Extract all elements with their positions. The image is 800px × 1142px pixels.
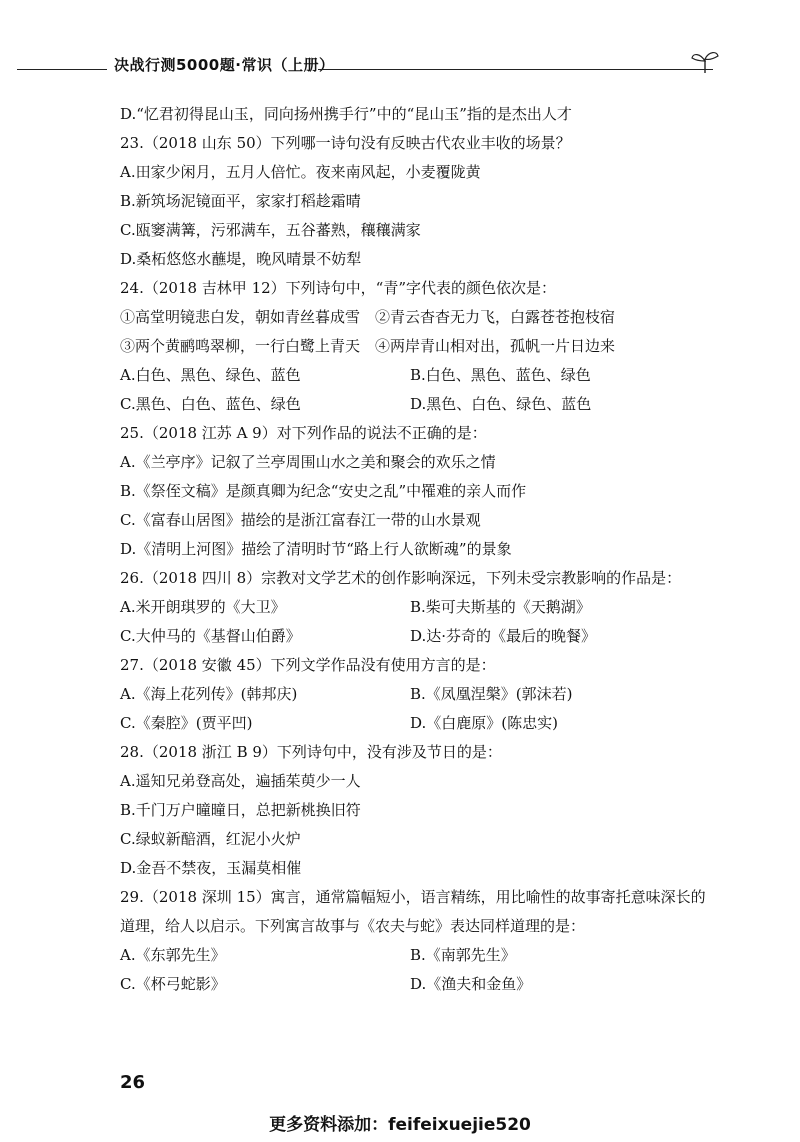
header-rule-left	[17, 69, 107, 70]
text-line: 24.（2018 吉林甲 12）下列诗句中，“青”字代表的颜色依次是：	[120, 279, 556, 297]
option-text: A.《东郭先生》	[120, 946, 226, 964]
text-line: 23.（2018 山东 50）下列哪一诗句没有反映古代农业丰收的场景？	[120, 134, 571, 152]
option-pair-row	[120, 680, 720, 709]
running-header	[0, 49, 800, 79]
option-pair-row	[120, 970, 720, 999]
text-line: D.桑柘悠悠水蘸堤，晚风晴景不妨犁	[120, 250, 362, 268]
option-pair-row	[120, 709, 720, 738]
option-text: B.《凤凰涅槃》(郭沫若)	[410, 685, 573, 703]
option-text: D.《渔夫和金鱼》	[410, 975, 532, 993]
text-line: 27.（2018 安徽 45）下列文学作品没有使用方言的是：	[120, 656, 496, 674]
option-text: B.柴可夫斯基的《天鹅湖》	[410, 598, 591, 616]
option-pair-row	[120, 593, 720, 622]
option-text: A.米开朗琪罗的《大卫》	[120, 598, 286, 616]
text-line: D.金吾不禁夜，玉漏莫相催	[120, 859, 302, 877]
option-text: D.黑色、白色、绿色、蓝色	[410, 395, 592, 413]
text-line: 26.（2018 四川 8）宗教对文学艺术的创作影响深远，下列未受宗教影响的作品是：	[120, 569, 682, 587]
header-title: 决战行测5000题·常识（上册）	[114, 56, 335, 74]
option-text: A.《海上花列传》(韩邦庆)	[120, 685, 298, 703]
option-pair-row	[120, 941, 720, 970]
footer-note: 更多资料添加：feifeixuejie520	[269, 1115, 531, 1135]
text-line: 28.（2018 浙江 B 9）下列诗句中，没有涉及节日的是：	[120, 743, 502, 761]
option-text: D.达·芬奇的《最后的晚餐》	[410, 627, 597, 645]
text-line: B.新筑场泥镜面平，家家打稻趁霜晴	[120, 192, 361, 210]
option-text: C.大仲马的《基督山伯爵》	[120, 627, 301, 645]
text-line: A.田家少闲月，五月人倍忙。夜来南风起，小麦覆陇黄	[120, 163, 481, 181]
text-line: C.瓯窭满篝，污邪满车，五谷蕃熟，穰穰满家	[120, 221, 421, 239]
option-text: D.《白鹿原》(陈忠实)	[410, 714, 558, 732]
option-text: C.《杯弓蛇影》	[120, 975, 226, 993]
header-rule-right	[318, 69, 713, 70]
option-text: A.白色、黑色、绿色、蓝色	[120, 366, 301, 384]
page-number: 26	[120, 1072, 146, 1093]
text-line: A.《兰亭序》记叙了兰亭周围山水之美和聚会的欢乐之情	[120, 453, 496, 471]
option-text: B.《南郭先生》	[410, 946, 516, 964]
option-text: C.黑色、白色、蓝色、绿色	[120, 395, 301, 413]
text-line: D.“忆君初得昆山玉，同向扬州携手行”中的“昆山玉”指的是杰出人才	[120, 105, 572, 123]
option-text: C.《秦腔》(贾平凹)	[120, 714, 253, 732]
text-line: B.千门万户曈曈日，总把新桃换旧符	[120, 801, 361, 819]
text-line: C.绿蚁新醅酒，红泥小火炉	[120, 830, 301, 848]
option-text: B.白色、黑色、蓝色、绿色	[410, 366, 591, 384]
question-list	[120, 100, 720, 999]
text-line: C.《富春山居图》描绘的是浙江富春江一带的山水景观	[120, 511, 481, 529]
text-line: A.遥知兄弟登高处，遍插茱萸少一人	[120, 772, 361, 790]
text-line: ③两个黄鹂鸣翠柳，一行白鹭上青天 ④两岸青山相对出，孤帆一片日边来	[120, 337, 616, 355]
option-pair-row	[120, 361, 720, 390]
option-pair-row	[120, 622, 720, 651]
text-line: D.《清明上河图》描绘了清明时节“路上行人欲断魂”的景象	[120, 540, 512, 558]
text-line: 25.（2018 江苏 A 9）对下列作品的说法不正确的是：	[120, 424, 487, 442]
text-line: ①高堂明镜悲白发，朝如青丝暮成雪 ②青云杳杳无力飞，白露苍苍抱枝宿	[120, 308, 616, 326]
text-line: B.《祭侄文稿》是颜真卿为纪念“安史之乱”中罹难的亲人而作	[120, 482, 527, 500]
option-pair-row	[120, 390, 720, 419]
sprout-icon	[690, 49, 720, 73]
text-line: 29.（2018 深圳 15）寓言，通常篇幅短小，语言精练，用比喻性的故事寄托意味深长的道理，给人以启示。下列寓言故事与《农夫与蛇》表达同样道理的是：	[120, 888, 706, 935]
